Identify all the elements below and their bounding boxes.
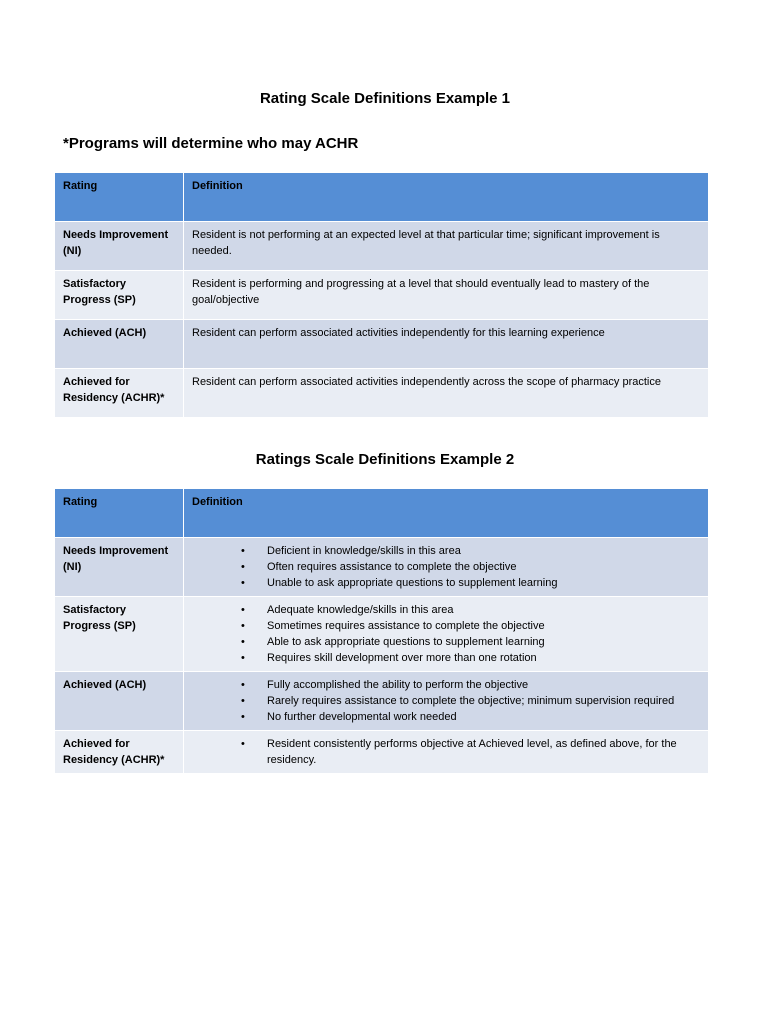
table-row: [55, 320, 709, 369]
definition-cell: [184, 731, 709, 774]
rating-scale-table-2: [54, 488, 709, 774]
rating-cell: Achieved (ACH): [55, 672, 184, 731]
definition-cell: Resident can perform associated activities independently for this learning experience: [184, 320, 709, 369]
definition-bullet: • Resident consistently performs objective at Achieved level, as defined above, for the residency.: [192, 736, 700, 768]
definition-cell: Resident is performing and progressing at a level that should eventually lead to mastery of the goal/objective: [184, 271, 709, 320]
rating-cell: Achieved for Residency (ACHR)*: [55, 731, 184, 774]
definition-bullet: • Often requires assistance to complete the objective: [192, 559, 700, 575]
table-row: [55, 369, 709, 418]
example1-title: Rating Scale Definitions Example 1: [259, 90, 511, 107]
definition-bullet: • Sometimes requires assistance to complete the objective: [192, 618, 700, 634]
definition-bullet-list: [192, 736, 700, 768]
table-row: [55, 597, 709, 672]
definition-bullet-list: [192, 677, 700, 725]
definition-bullet: • Fully accomplished the ability to perform the objective: [192, 677, 700, 693]
definition-cell: Resident can perform associated activities independently across the scope of pharmacy practice: [184, 369, 709, 418]
table-row: [55, 672, 709, 731]
table-row: [55, 538, 709, 597]
header-rating: Rating: [55, 489, 184, 538]
rating-cell: Satisfactory Progress (SP): [55, 271, 184, 320]
table-row: [55, 271, 709, 320]
table-header-row: [55, 173, 709, 222]
definition-bullet: • Deficient in knowledge/skills in this area: [192, 543, 700, 559]
table-row: [55, 731, 709, 774]
definition-bullet: • Requires skill development over more than one rotation: [192, 650, 700, 666]
definition-bullet: • Rarely requires assistance to complete the objective; minimum supervision required: [192, 693, 700, 709]
definition-bullet-list: [192, 543, 700, 591]
rating-cell: Needs Improvement (NI): [55, 222, 184, 271]
definition-cell: [184, 538, 709, 597]
rating-cell: Needs Improvement (NI): [55, 538, 184, 597]
header-definition: Definition: [184, 173, 709, 222]
table-header-row: [55, 489, 709, 538]
definition-bullet: • Able to ask appropriate questions to supplement learning: [192, 634, 700, 650]
definition-cell: Resident is not performing at an expected level at that particular time; significant improvement is needed.: [184, 222, 709, 271]
rating-cell: Satisfactory Progress (SP): [55, 597, 184, 672]
definition-bullet: • No further developmental work needed: [192, 709, 700, 725]
table-row: [55, 222, 709, 271]
definition-cell: [184, 672, 709, 731]
definition-bullet: • Adequate knowledge/skills in this area: [192, 602, 700, 618]
rating-scale-table-1: [54, 172, 709, 418]
header-definition: Definition: [184, 489, 709, 538]
rating-cell: Achieved (ACH): [55, 320, 184, 369]
example1-subtitle: *Programs will determine who may ACHR: [63, 135, 359, 152]
definition-bullet-list: [192, 602, 700, 666]
definition-cell: [184, 597, 709, 672]
rating-cell: Achieved for Residency (ACHR)*: [55, 369, 184, 418]
definition-bullet: • Unable to ask appropriate questions to supplement learning: [192, 575, 700, 591]
header-rating: Rating: [55, 173, 184, 222]
example2-title: Ratings Scale Definitions Example 2: [255, 451, 515, 468]
